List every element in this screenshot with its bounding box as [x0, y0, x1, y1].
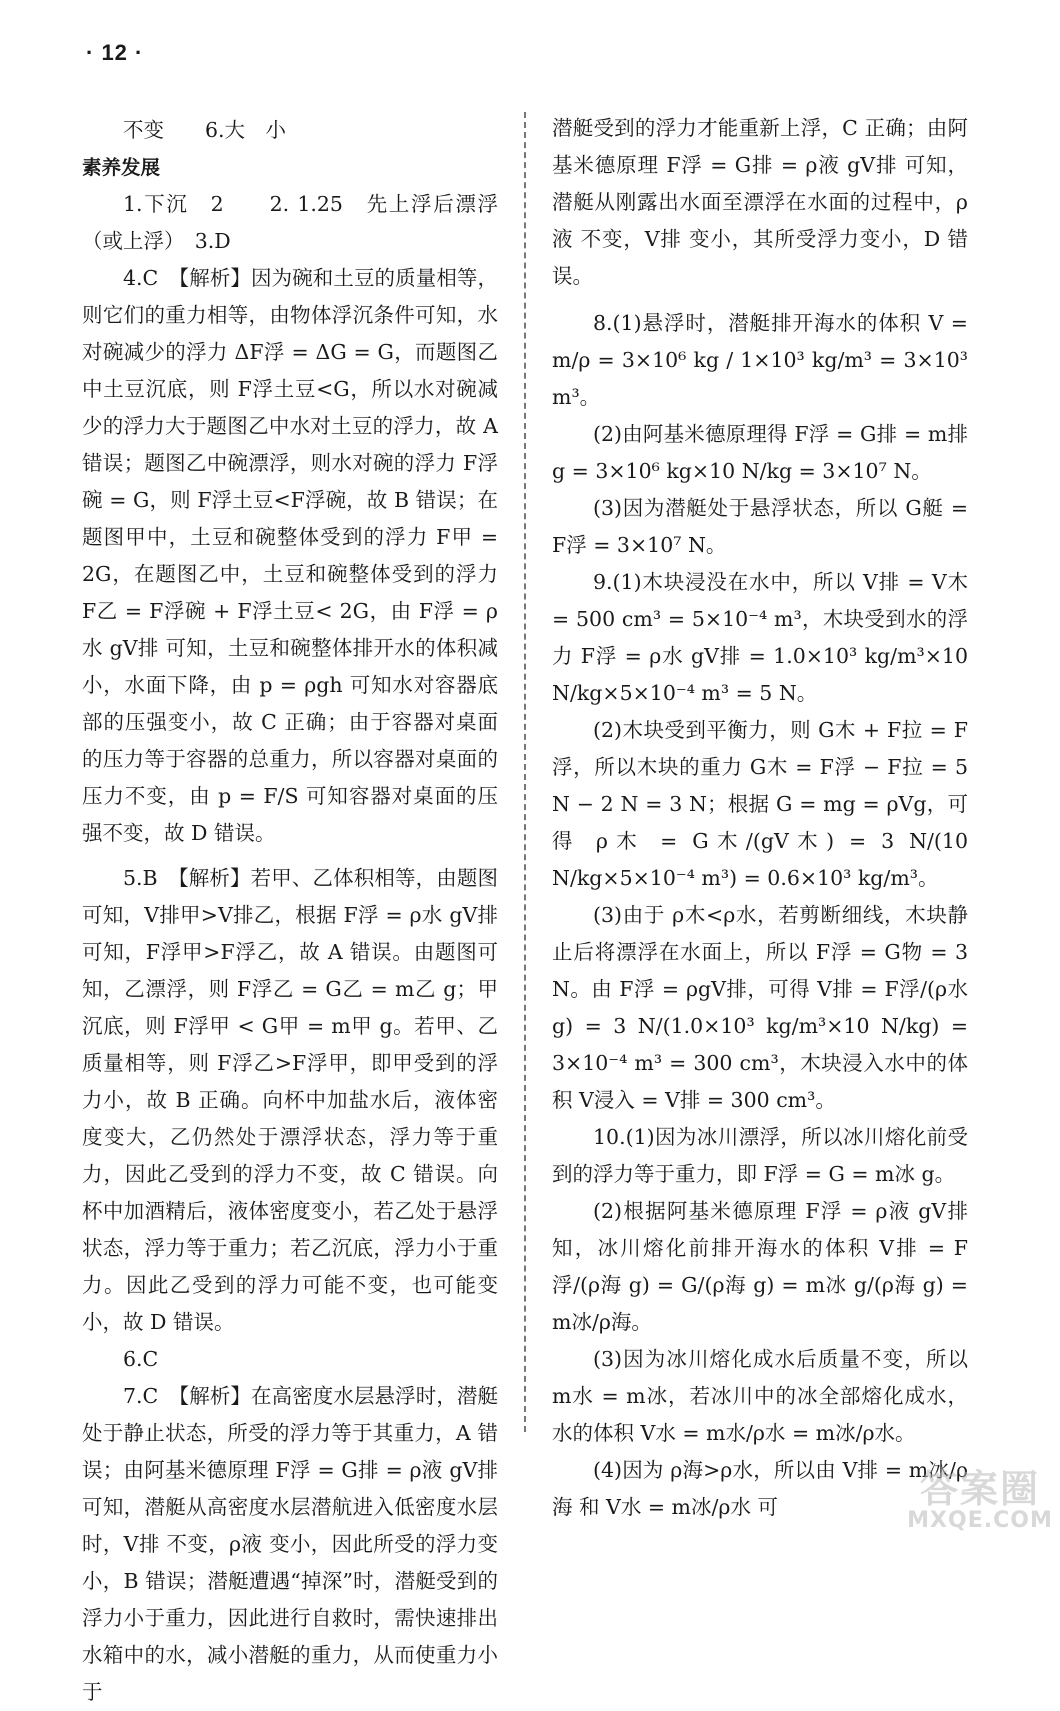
- section-heading: 素养发展: [82, 156, 161, 179]
- answer-q6: 6.C: [123, 1347, 159, 1371]
- answer-q10-part3: (3)因为冰川熔化成水后质量不变，所以 m水 = m冰，若冰川中的冰全部熔化成水，水的体积 V水 = m水/ρ水 = m冰/ρ水。: [552, 1347, 968, 1445]
- answer-q8-part2: (2)由阿基米德原理得 F浮 = G排 = m排 g = 3×10⁶ kg×10 N/kg = 3×10⁷ N。: [552, 422, 968, 483]
- right-column: [552, 110, 968, 1526]
- answer-q10-part1: 10.(1)因为冰川漂浮，所以冰川熔化前受到的浮力等于重力，即 F浮 = G = m冰 g。: [552, 1125, 968, 1186]
- answer-q5: 5.B 【解析】若甲、乙体积相等，由题图可知，V排甲>V排乙，根据 F浮 = ρ水 gV排 可知，F浮甲>F浮乙，故 A 错误。由题图可知，乙漂浮，则 F浮乙 = G乙 = m乙 g；甲沉底，则 F浮甲 < G甲 = m甲 g。若甲、乙质量相等，则 F浮乙>F浮甲，即甲受到的浮力小，故 B 正确。向杯中加盐水后，液体密度变大，乙仍然处于漂浮状态，浮力等于重力，因此乙受到的浮力不变，故 C 错误。向杯中加酒精后，液体密度变小，若乙处于悬浮状态，浮力等于重力；若乙沉底，浮力小于重力。因此乙受到的浮力可能不变，也可能变小，故 D 错误。: [82, 866, 498, 1334]
- answer-q7-continued: 潜艇受到的浮力才能重新上浮，C 正确；由阿基米德原理 F浮 = G排 = ρ液 gV排 可知，潜艇从刚露出水面至漂浮在水面的过程中，ρ液 不变，V排 变小，其所受浮力变小，D 错误。: [552, 116, 968, 288]
- left-column: [82, 112, 498, 1711]
- watermark-url: MXQE.COM: [907, 1508, 1053, 1533]
- answer-q9-part2: (2)木块受到平衡力，则 G木 + F拉 = F浮，所以木块的重力 G木 = F浮 − F拉 = 5 N − 2 N = 3 N；根据 G = mg = ρVg，可得 ρ木 = G木/(gV木) = 3 N/(10 N/kg×5×10⁻⁴ m³) = 0.6×10³ kg/m³。: [552, 718, 968, 890]
- answer-q1-q3: 1.下沉 2 2. 1.25 先上浮后漂浮（或上浮） 3.D: [82, 192, 498, 253]
- page-number: · 12 ·: [86, 40, 144, 65]
- answer-line-1: 不变 6.大 小: [123, 118, 287, 142]
- answer-q7: 7.C 【解析】在高密度水层悬浮时，潜艇处于静止状态，所受的浮力等于其重力，A 错误；由阿基米德原理 F浮 = G排 = ρ液 gV排 可知，潜艇从高密度水层潜航进入低密度水层时，V排 不变，ρ液 变小，因此所受的浮力变小，B 错误；潜艇遭遇“掉深”时，潜艇受到的浮力小于重力，因此进行自救时，需快速排出水箱中的水，减小潜艇的重力，从而使重力小于: [82, 1384, 498, 1704]
- answer-q8-part1: 8.(1)悬浮时，潜艇排开海水的体积 V = m/ρ = 3×10⁶ kg / 1×10³ kg/m³ = 3×10³ m³。: [552, 311, 968, 409]
- answer-q10-part2: (2)根据阿基米德原理 F浮 = ρ液 gV排 知，冰川熔化前排开海水的体积 V排 = F浮/(ρ海 g) = G/(ρ海 g) = m冰 g/(ρ海 g) = m冰/ρ海。: [552, 1199, 968, 1334]
- answer-q4: 4.C 【解析】因为碗和土豆的质量相等，则它们的重力相等，由物体浮沉条件可知，水对碗减少的浮力 ΔF浮 = ΔG = G，而题图乙中土豆沉底，则 F浮土豆<G，所以水对碗减少的浮力大于题图乙中水对土豆的浮力，故 A 错误；题图乙中碗漂浮，则水对碗的浮力 F浮碗 = G，则 F浮土豆<F浮碗，故 B 错误；在题图甲中，土豆和碗整体受到的浮力 F甲 = 2G，在题图乙中，土豆和碗整体受到的浮力 F乙 = F浮碗 + F浮土豆< 2G，由 F浮 = ρ水 gV排 可知，土豆和碗整体排开水的体积减小，水面下降，由 p = ρgh 可知水对容器底部的压强变小，故 C 正确；由于容器对桌面的压力等于容器的总重力，所以容器对桌面的压力不变，由 p = F/S 可知容器对桌面的压强不变，故 D 错误。: [82, 266, 498, 845]
- column-divider: [524, 112, 526, 1432]
- answer-q8-part3: (3)因为潜艇处于悬浮状态，所以 G艇 = F浮 = 3×10⁷ N。: [552, 496, 968, 557]
- answer-q9-part3: (3)由于 ρ木<ρ水，若剪断细线，木块静止后将漂浮在水面上，所以 F浮 = G物 = 3 N。由 F浮 = ρgV排，可得 V排 = F浮/(ρ水 g) = 3 N/(1.0×10³ kg/m³×10 N/kg) = 3×10⁻⁴ m³ = 300 cm³，木块浸入水中的体积 V浸入 = V排 = 300 cm³。: [552, 903, 968, 1112]
- watermark: [905, 1467, 1055, 1536]
- answer-q9-part1: 9.(1)木块浸没在水中，所以 V排 = V木 = 500 cm³ = 5×10⁻⁴ m³，木块受到水的浮力 F浮 = ρ水 gV排 = 1.0×10³ kg/m³×10 N/kg×5×10⁻⁴ m³ = 5 N。: [552, 570, 968, 705]
- answer-q10-part4: (4)因为 ρ海>ρ水，所以由 V排 = m冰/ρ海 和 V水 = m冰/ρ水 可: [552, 1458, 968, 1519]
- watermark-logo: 答案圈: [919, 1467, 1040, 1511]
